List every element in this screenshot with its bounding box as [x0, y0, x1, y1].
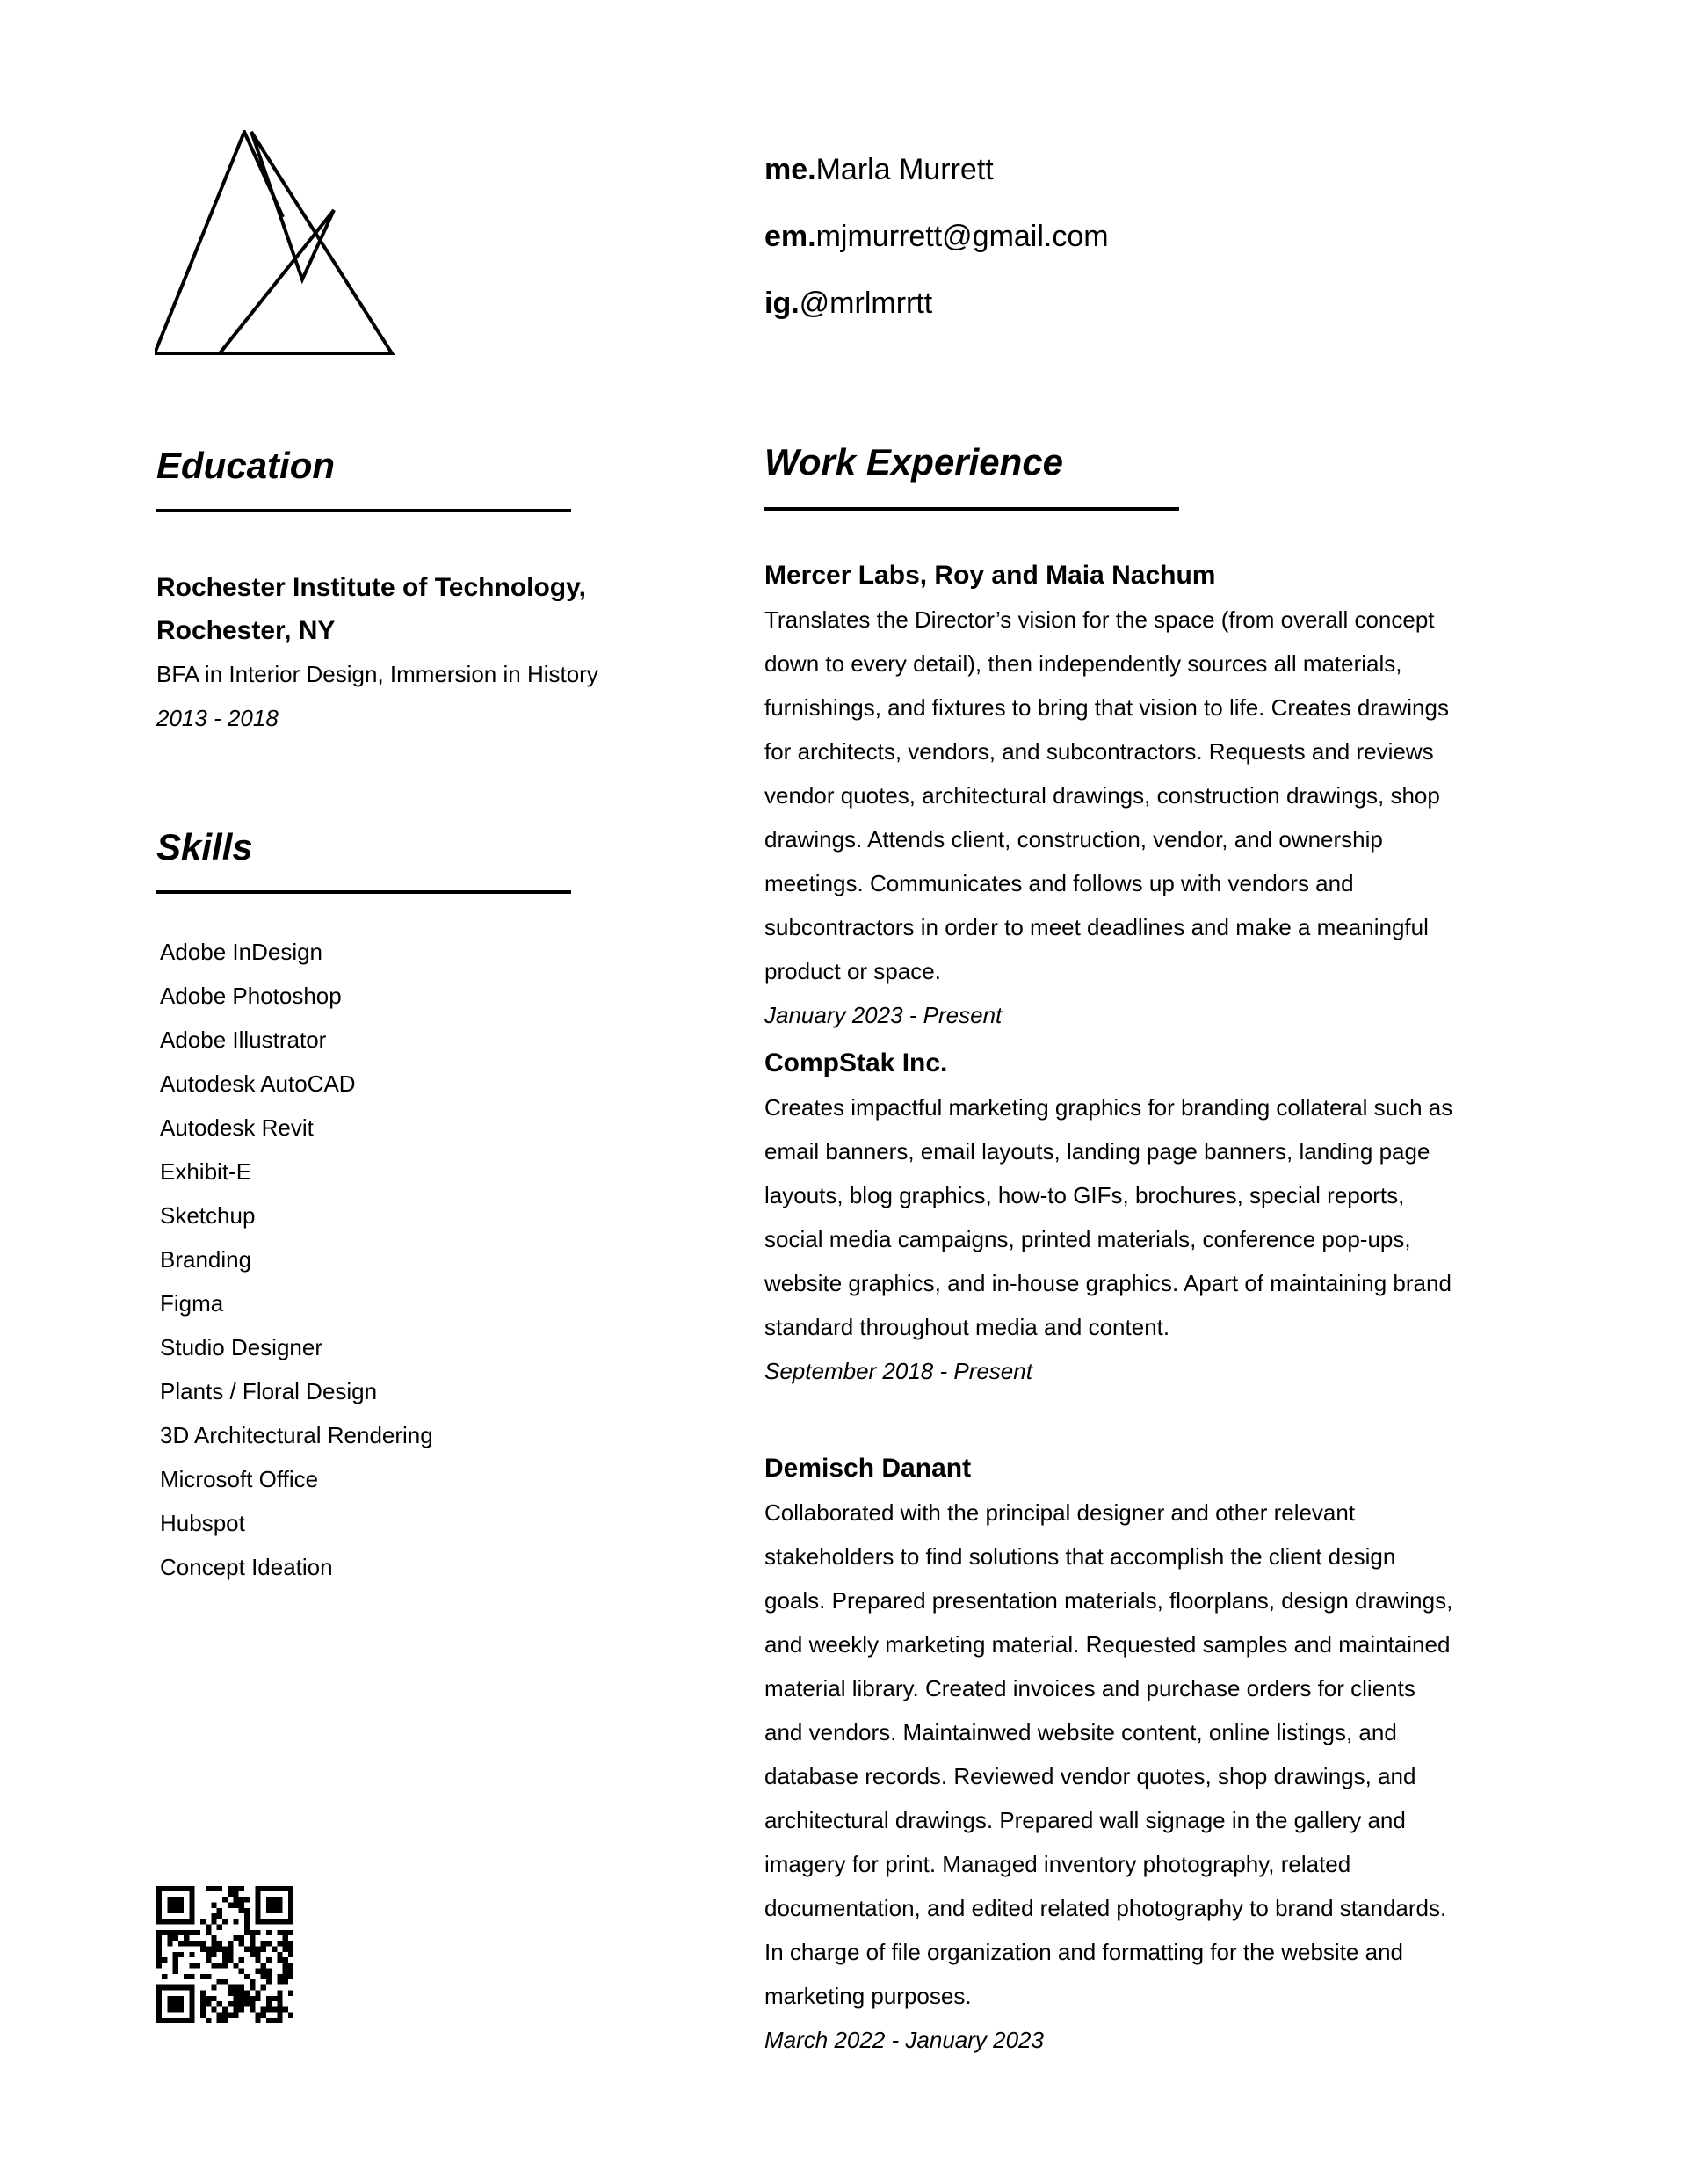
skill-item: Adobe Photoshop	[160, 983, 342, 1009]
education-degree: BFA in Interior Design, Immersion in History	[156, 661, 598, 687]
skills-divider	[156, 890, 571, 894]
skill-item: Microsoft Office	[160, 1466, 319, 1492]
skill-item: Plants / Floral Design	[160, 1378, 378, 1404]
contact-instagram[interactable]: ig.@mrlmrrtt	[764, 287, 933, 320]
job-entry-compstak	[764, 1041, 1459, 1393]
qr-code-icon[interactable]	[156, 1886, 293, 2023]
work-experience-heading: Work Experience	[764, 441, 1064, 483]
job-company: Demisch Danant	[764, 1454, 972, 1483]
skill-item: Concept Ideation	[160, 1554, 333, 1580]
job-description: Creates impactful marketing graphics for branding collateral such as email banners, email layouts, landing page banners, landing page layouts, blog graphics, how-to GIFs, brochures, special reports, social media campaigns, printed materials, conference pop-ups, website graphics, and in-house graphics. Apart of maintaining brand standard throughout media and content.	[764, 1094, 1453, 1340]
contact-email[interactable]: em.mjmurrett@gmail.com	[764, 220, 1109, 253]
skill-item: Adobe Illustrator	[160, 1027, 327, 1053]
skill-item: Hubspot	[160, 1510, 245, 1536]
education-school: Rochester Institute of Technology, Rochester, NY	[156, 573, 586, 645]
skill-item: Adobe InDesign	[160, 939, 323, 965]
skill-item: 3D Architectural Rendering	[160, 1422, 433, 1448]
skill-item: Studio Designer	[160, 1334, 322, 1360]
work-experience-divider	[764, 507, 1179, 511]
skills-heading: Skills	[156, 826, 253, 867]
job-entry-mercer-labs	[764, 554, 1459, 1037]
education-heading: Education	[156, 445, 336, 486]
job-dates: March 2022 - January 2023	[764, 2027, 1044, 2053]
mm-monogram-logo	[155, 130, 397, 355]
contact-block	[764, 148, 1109, 348]
job-company: CompStak Inc.	[764, 1048, 948, 1077]
job-company: Mercer Labs, Roy and Maia Nachum	[764, 561, 1216, 590]
skill-item: Sketchup	[160, 1202, 256, 1229]
job-entry-demisch-danant	[764, 1447, 1459, 2062]
education-divider	[156, 509, 571, 512]
skills-list	[160, 930, 433, 1589]
job-dates: January 2023 - Present	[764, 1002, 1003, 1028]
skill-item: Autodesk Revit	[160, 1114, 314, 1141]
skill-item: Autodesk AutoCAD	[160, 1070, 356, 1097]
job-description: Translates the Director’s vision for the space (from overall concept down to every detail), then independently sources all materials, furnishings, and fixtures to bring that vision to life. Creates drawings for architects, vendors, and subcontractors. Requests and reviews vendor quotes, architectural drawings, construction drawings, shop drawings. Attends client, construction, vendor, and ownership meetings. Communicates and follows up with vendors and subcontractors in order to meet deadlines and make a meaningful product or space.	[764, 606, 1449, 984]
contact-name: me.Marla Murrett	[764, 153, 994, 186]
skill-item: Figma	[160, 1290, 224, 1317]
education-entry	[156, 566, 613, 740]
education-years: 2013 - 2018	[156, 705, 279, 731]
skill-item: Branding	[160, 1246, 252, 1273]
skill-item: Exhibit-E	[160, 1158, 252, 1185]
job-description: Collaborated with the principal designer and other relevant stakeholders to find solutions that accomplish the client design goals. Prepared presentation materials, floorplans, design drawings, and weekly marketing material. Requested samples and maintained material library. Created invoices and purchase orders for clients and vendors. Maintainwed website content, online listings, and database records. Reviewed vendor quotes, shop drawings, and architectural drawings. Prepared wall signage in the gallery and imagery for print. Managed inventory photography, related documentation, and edited related photography to brand standards. In charge of file organization and formatting for the website and marketing purposes.	[764, 1499, 1453, 2009]
job-dates: September 2018 - Present	[764, 1358, 1032, 1384]
